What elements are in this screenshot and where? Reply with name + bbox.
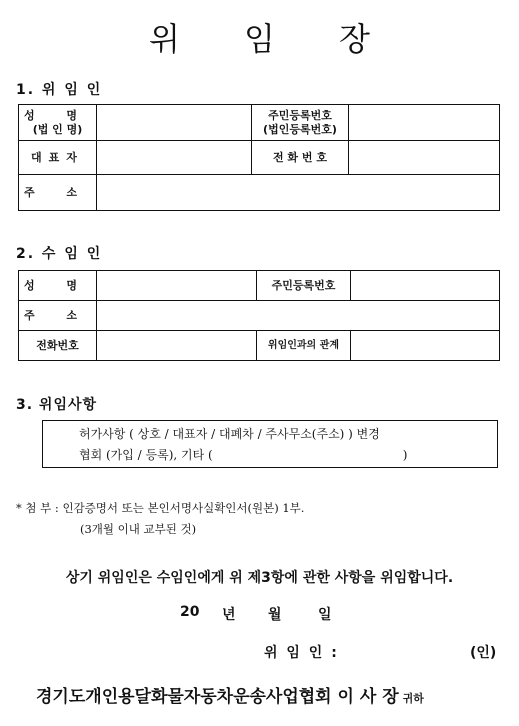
grantee-address-label [19, 301, 97, 331]
matters-line2-start: 협회 (가입 / 등록), 기타 ( [79, 448, 213, 462]
grantee-name-field[interactable] [96, 271, 256, 301]
addressee [36, 682, 424, 707]
phone-label-text: 전 화 번 호 [272, 150, 327, 164]
delegation-statement: 상기 위임인은 수임인에게 위 제3항에 관한 사항을 위임합니다. [65, 570, 454, 586]
delegated-matters-box [42, 420, 498, 468]
section1-heading: 1. 위 임 인 [16, 82, 103, 98]
grantor-id-label [251, 105, 349, 141]
rep-label-text: 대표자 [31, 150, 84, 164]
grantee-phone-label-text: 전화번호 [36, 338, 79, 352]
grantee-relation-label [256, 331, 351, 361]
grantor-name-field[interactable] [96, 105, 251, 141]
id-label-text: 주민등록번호 [268, 108, 332, 122]
grantor-id-field[interactable] [349, 105, 500, 141]
matters-line2-end: ) [402, 448, 408, 462]
grantee-address-field[interactable] [96, 301, 499, 331]
grantee-table [18, 270, 500, 361]
grantor-phone-field[interactable] [349, 141, 500, 175]
grantee-id-label-text: 주민등록번호 [271, 278, 336, 292]
address-label-text: 주 소 [23, 185, 92, 199]
title-char-2: 임 [244, 20, 275, 58]
grantee-name-label [19, 271, 97, 301]
grantor-rep-field[interactable] [96, 141, 251, 175]
signature-label: 위 임 인 : [264, 645, 339, 661]
grantor-rep-label [19, 141, 97, 175]
name-label-text: 성 명 [23, 108, 92, 122]
date-day-label: 일 [318, 607, 332, 623]
grantee-relation-field[interactable] [351, 331, 500, 361]
title-char-3: 장 [339, 20, 370, 58]
grantee-phone-label [19, 331, 97, 361]
grantor-address-field[interactable] [96, 175, 499, 211]
grantor-name-label [19, 105, 97, 141]
date-year-label: 년 [222, 607, 236, 623]
section3-heading: 3. 위임사항 [16, 397, 98, 413]
addressee-suffix: 귀하 [402, 692, 424, 705]
date-year-prefix: 20 [180, 604, 200, 620]
grantor-address-label [19, 175, 97, 211]
document-title [0, 14, 519, 60]
grantee-address-label-text: 주 소 [23, 308, 92, 322]
addressee-org: 경기도개인용달화물자동차운송사업협회 이 사 장 [36, 687, 399, 707]
attachment-line1: * 첨 부 : 인감증명서 또는 본인서명사실확인서(원본) 1부. [16, 501, 305, 515]
grantor-table [18, 104, 500, 211]
id-sub-label-text: (법인등록번호) [263, 122, 337, 136]
grantee-phone-field[interactable] [96, 331, 256, 361]
attachment-line2: (3개월 이내 교부된 것) [80, 522, 197, 536]
date-month-label: 월 [268, 607, 282, 623]
matters-line2 [79, 445, 497, 466]
section2-heading: 2. 수 임 인 [16, 246, 103, 262]
title-char-1: 위 [149, 20, 180, 58]
grantee-id-label [256, 271, 351, 301]
matters-line1: 허가사항 ( 상호 / 대표자 / 대폐차 / 주사무소(주소) ) 변경 [79, 427, 380, 441]
grantee-relation-label-text: 위임인과의 관계 [267, 339, 340, 351]
name-sub-label-text: (법 인 명) [32, 122, 83, 136]
seal-mark: (인) [470, 645, 497, 661]
grantee-name-label-text: 성 명 [23, 278, 92, 292]
grantor-phone-label [251, 141, 349, 175]
grantee-id-field[interactable] [351, 271, 500, 301]
attachment-note [16, 498, 304, 540]
